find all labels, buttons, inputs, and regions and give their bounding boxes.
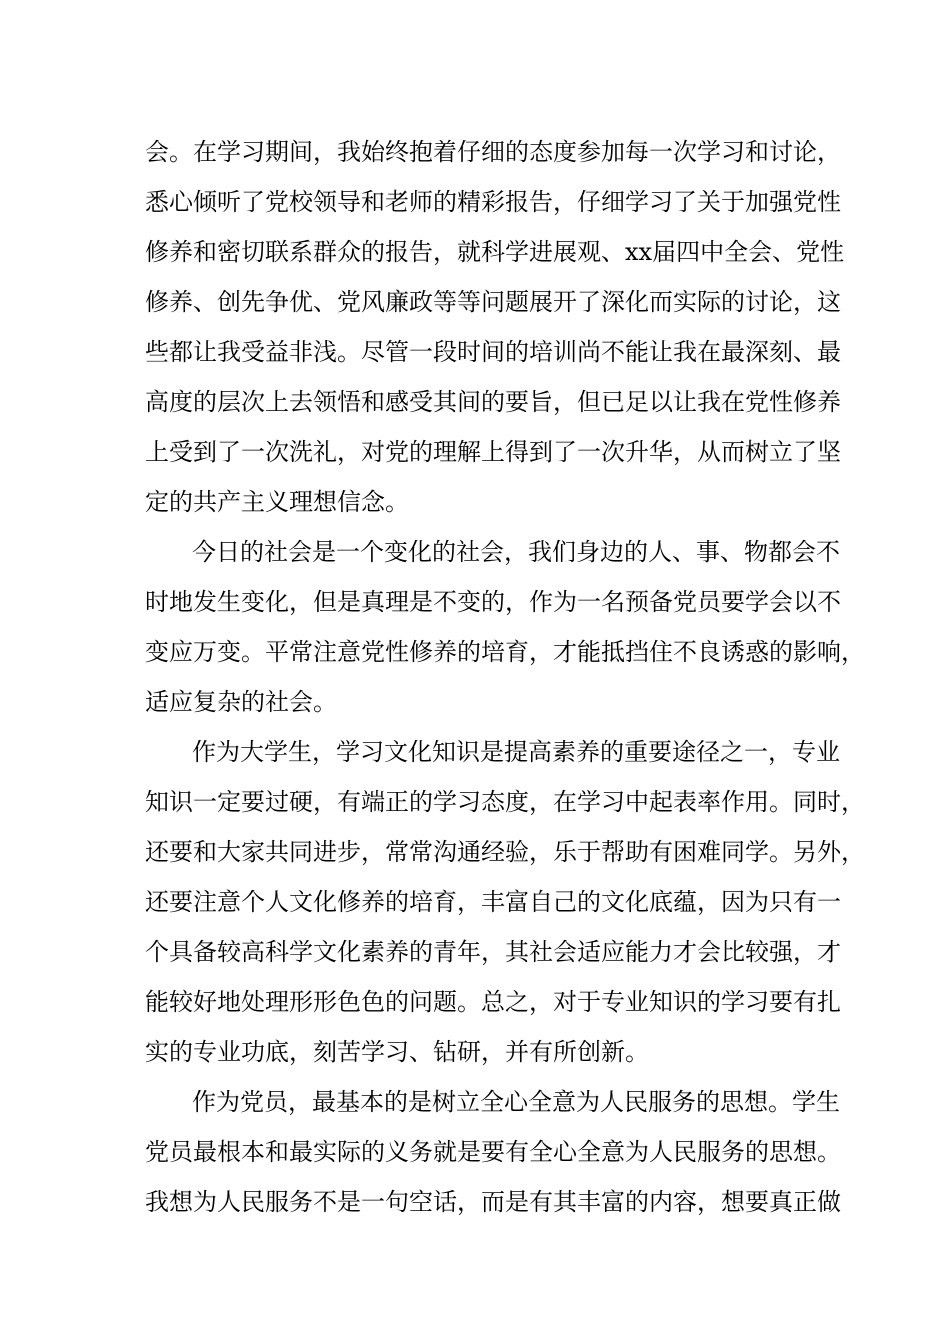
text-line: 些都让我受益非浅。尽管一段时间的培训尚不能让我在最深刻、最: [145, 338, 841, 366]
text-line: 高度的层次上去领悟和感受其间的要旨，但已足以让我在党性修养: [145, 388, 841, 416]
text-line: 作为大学生，学习文化知识是提高素养的重要途径之一，专业: [192, 738, 840, 766]
text-line: 党员最根本和最实际的义务就是要有全心全意为人民服务的思想。: [145, 1138, 841, 1166]
text-line: 修养和密切联系群众的报告，就科学进展观、xx届四中全会、党性: [145, 238, 845, 266]
text-line: 定的共产主义理想信念。: [145, 488, 409, 516]
text-line: 知识一定要过硬，有端正的学习态度，在学习中起表率作用。同时，: [145, 788, 865, 816]
text-line: 作为党员，最基本的是树立全心全意为人民服务的思想。学生: [192, 1088, 840, 1116]
body-text: [145, 127, 865, 1227]
text-line: 变应万变。平常注意党性修养的培育，才能抵挡住不良诱惑的影响，: [145, 638, 865, 666]
text-line: 实的专业功底，刻苦学习、钻研，并有所创新。: [145, 1038, 649, 1066]
text-line: 时地发生变化，但是真理是不变的，作为一名预备党员要学会以不: [145, 588, 841, 616]
text-line: 还要和大家共同进步，常常沟通经验，乐于帮助有困难同学。另外，: [145, 838, 865, 866]
text-line: 会。在学习期间，我始终抱着仔细的态度参加每一次学习和讨论，: [145, 138, 841, 166]
text-line: 还要注意个人文化修养的培育，丰富自己的文化底蕴，因为只有一: [145, 888, 841, 916]
text-line: 适应复杂的社会。: [145, 688, 337, 716]
text-line: 悉心倾听了党校领导和老师的精彩报告，仔细学习了关于加强党性: [145, 188, 841, 216]
text-line: 上受到了一次洗礼，对党的理解上得到了一次升华，从而树立了坚: [145, 438, 841, 466]
text-line: 能较好地处理形形色色的问题。总之，对于专业知识的学习要有扎: [145, 988, 841, 1016]
text-line: 修养、创先争优、党风廉政等等问题展开了深化而实际的讨论，这: [145, 288, 841, 316]
text-line: 个具备较高科学文化素养的青年，其社会适应能力才会比较强，才: [145, 938, 841, 966]
text-line: 我想为人民服务不是一句空话，而是有其丰富的内容，想要真正做: [145, 1188, 841, 1216]
text-line: 今日的社会是一个变化的社会，我们身边的人、事、物都会不: [192, 538, 840, 566]
